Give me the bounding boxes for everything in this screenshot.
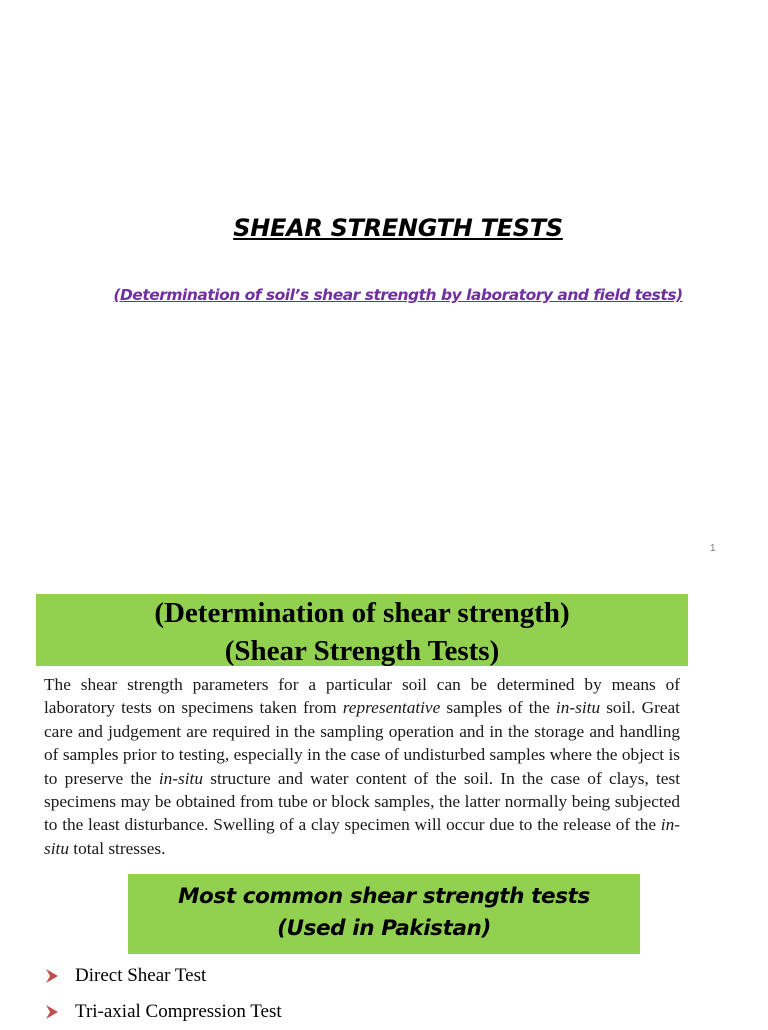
banner-line-2: (Used in Pakistan) xyxy=(277,916,491,941)
list-item xyxy=(46,994,546,1030)
paragraph-text-5: total stresses. xyxy=(68,838,166,858)
list-item-label: Tri-axial Compression Test xyxy=(75,1001,282,1022)
page-number: 1 xyxy=(710,543,716,554)
paragraph-emphasis-representative: representative xyxy=(342,698,441,718)
paragraph-text-1: The shear strength parameters for a particular soil can be determined by means of laboratory tests on specimens taken from xyxy=(44,675,680,718)
list-item-label: Direct Shear Test xyxy=(75,965,207,986)
tests-list xyxy=(46,958,546,1030)
slide-subtitle: (Determination of soil’s shear strength by laboratory and field tests) xyxy=(113,286,683,304)
header-line-2: (Shear Strength Tests) xyxy=(224,635,500,666)
arrow-bullet-icon xyxy=(46,969,58,983)
arrow-bullet-icon xyxy=(46,1005,58,1019)
section-header-banner xyxy=(36,594,688,666)
list-item xyxy=(46,958,546,994)
paragraph-text-4: structure and water content of the soil. In the case of clays, test specimens may be obtained from tube or block samples, the latter normally being subjected to the least disturbance. Swelling of a clay specimen will occur due to the release of the xyxy=(44,768,681,835)
paragraph-emphasis-in-situ: in-situ xyxy=(555,698,601,718)
slide-title: SHEAR STRENGTH TESTS xyxy=(233,214,563,242)
banner-line-1: Most common shear strength tests xyxy=(178,884,590,909)
description-paragraph xyxy=(44,673,680,860)
header-line-1: (Determination of shear strength) xyxy=(154,597,570,629)
paragraph-emphasis-in-situ: in-situ xyxy=(44,815,680,858)
common-tests-banner xyxy=(128,874,640,954)
paragraph-text-3: soil. Great care and judgement are required in the sampling operation and in the storage and handling of samples prior to testing, especially in the case of undisturbed samples where the object is to preserve the xyxy=(44,698,680,788)
paragraph-text-2: samples of the xyxy=(440,698,556,718)
paragraph-emphasis-in-situ: in-situ xyxy=(158,768,203,788)
